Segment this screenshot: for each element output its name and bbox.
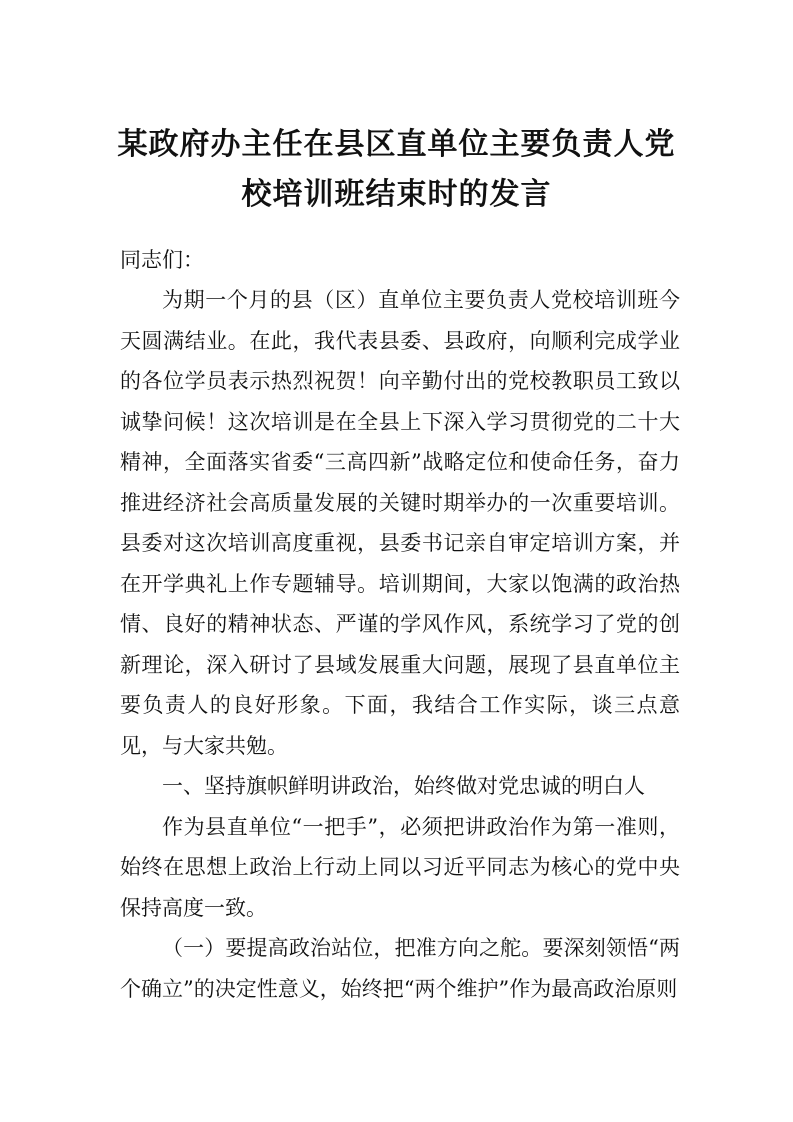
section-heading-1: 一、坚持旗帜鲜明讲政治，始终做对党忠诚的明白人 — [162, 774, 645, 798]
paragraph-subsection-1: （一）要提高政治站位，把准方向之舵。要深刻领悟“两个确立”的决定性意义，始终把“两个维护”作为最高政治原则 — [120, 936, 680, 1001]
document-title-line-2: 校培训班结束时的发言 — [241, 177, 552, 212]
document-body — [120, 280, 680, 1009]
salutation: 同志们： — [120, 248, 204, 272]
paragraph-intro: 为期一个月的县（区）直单位主要负责人党校培训班今天圆满结业。在此，我代表县委、县政府，向顺利完成学业的各位学员表示热烈祝贺！向辛勤付出的党校教职员工致以诚挚问候！这次培训是在全县上下深入学习贯彻党的二十大精神，全面落实省委“三高四新”战略定位和使命任务，奋力推进经济社会高质量发展的关键时期举办的一次重要培训。县委对这次培训高度重视，县委书记亲自审定培训方案，并在开学典礼上作专题辅导。培训期间，大家以饱满的政治热情、良好的精神状态、严谨的学风作风，系统学习了党的创新理论，深入研讨了县域发展重大问题，展现了县直单位主要负责人的良好形象。下面，我结合工作实际，谈三点意见，与大家共勉。 — [120, 288, 680, 758]
document-title-line-1: 某政府办主任在县区直单位主要负责人党 — [117, 127, 676, 162]
paragraph-section-1: 作为县直单位“一把手”，必须把讲政治作为第一准则，始终在思想上政治上行动上同以习近平同志为核心的党中央保持高度一致。 — [120, 814, 680, 920]
